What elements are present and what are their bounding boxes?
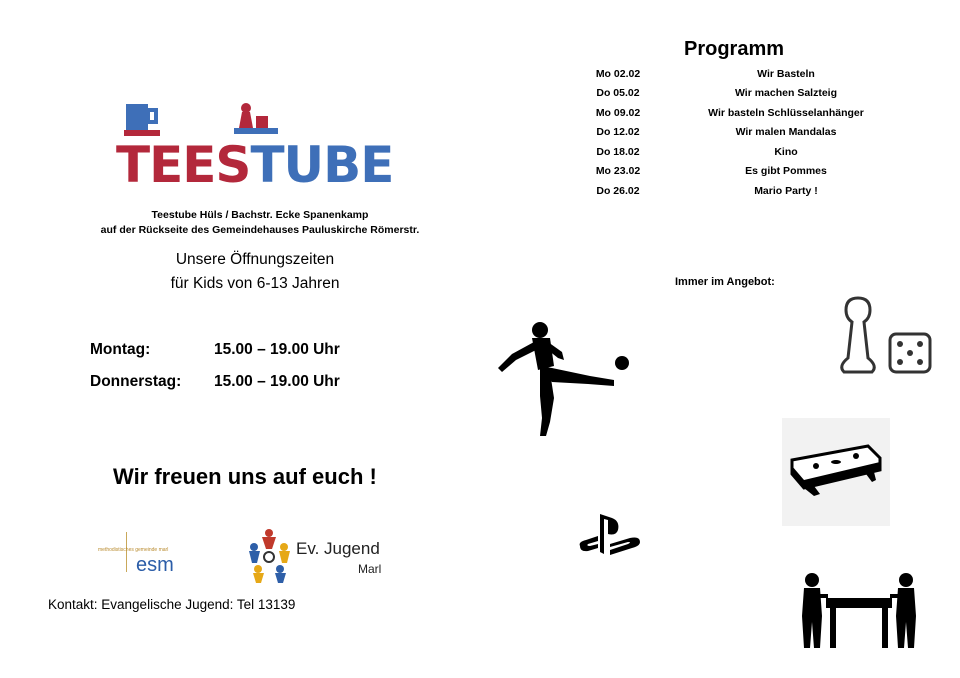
programm-row [578, 162, 914, 182]
hours-intro-line2: für Kids von 6-13 Jahren [170, 275, 340, 292]
programm-activity: Wir machen Salzteig [734, 87, 838, 100]
logo-part2: TUBE [250, 136, 394, 194]
programm-row [578, 123, 914, 143]
esm-small-text: methodistisches gemeinde marl [98, 547, 169, 553]
address-line2: auf der Rückseite des Gemeindehauses Pauluskirche Römerstr. [100, 224, 420, 236]
programm-date: Do 26.02 [596, 184, 640, 197]
ev-jugend-name: Ev. Jugend [296, 539, 380, 558]
ev-jugend-logo [246, 527, 396, 587]
soccer-player-icon [492, 318, 634, 442]
address [60, 208, 460, 238]
game-piece-icon [234, 102, 278, 138]
programm-activity: Wir basteln Schlüsselanhänger [708, 106, 864, 119]
programm-activity: Wir Basteln [757, 67, 815, 80]
time-value: 15.00 – 19.00 Uhr [214, 373, 340, 390]
programm-activity: Kino [774, 145, 798, 158]
playstation-icon [578, 512, 642, 558]
programm-row [578, 142, 914, 162]
welcome-text: Wir freuen uns auf euch ! [113, 464, 377, 489]
board-game-icon [838, 294, 934, 376]
esm-name: esm [136, 554, 174, 576]
hours-intro [60, 248, 450, 296]
programm-date: Mo 02.02 [595, 67, 641, 80]
air-hockey-icon [782, 418, 890, 526]
programm-table [578, 64, 914, 201]
programm-date: Do 05.02 [596, 87, 640, 100]
cup-icon [124, 102, 164, 138]
time-value: 15.00 – 19.00 Uhr [214, 341, 340, 358]
logo-wordmark [116, 136, 394, 194]
day-label: Donnerstag: [90, 373, 182, 390]
programm-date: Do 18.02 [596, 145, 640, 158]
always-offered-label: Immer im Angebot: [675, 276, 775, 288]
ev-jugend-figures-icon [246, 527, 292, 585]
programm-title: Programm [684, 38, 785, 60]
contact-info: Kontakt: Evangelische Jugend: Tel 13139 [48, 597, 296, 612]
programm-row [578, 181, 914, 201]
programm-date: Mo 23.02 [595, 165, 641, 178]
address-line1: Teestube Hüls / Bachstr. Ecke Spanenkamp [151, 209, 369, 221]
programm-row [578, 103, 914, 123]
programm-row [578, 64, 914, 84]
esm-logo [96, 532, 196, 576]
ev-jugend-city: Marl [358, 562, 382, 576]
programm-activity: Mario Party ! [754, 184, 818, 197]
programm-date: Do 12.02 [596, 126, 640, 139]
programm-row [578, 84, 914, 104]
foosball-icon [796, 572, 924, 652]
programm-activity: Wir malen Mandalas [735, 126, 837, 139]
teestube-logo [116, 98, 394, 194]
programm-date: Mo 09.02 [595, 106, 641, 119]
programm-activity: Es gibt Pommes [745, 165, 827, 178]
dice-icon [256, 116, 268, 128]
logo-part1: TEES [116, 136, 251, 194]
day-label: Montag: [90, 341, 151, 358]
hours-intro-line1: Unsere Öffnungszeiten [175, 251, 335, 268]
